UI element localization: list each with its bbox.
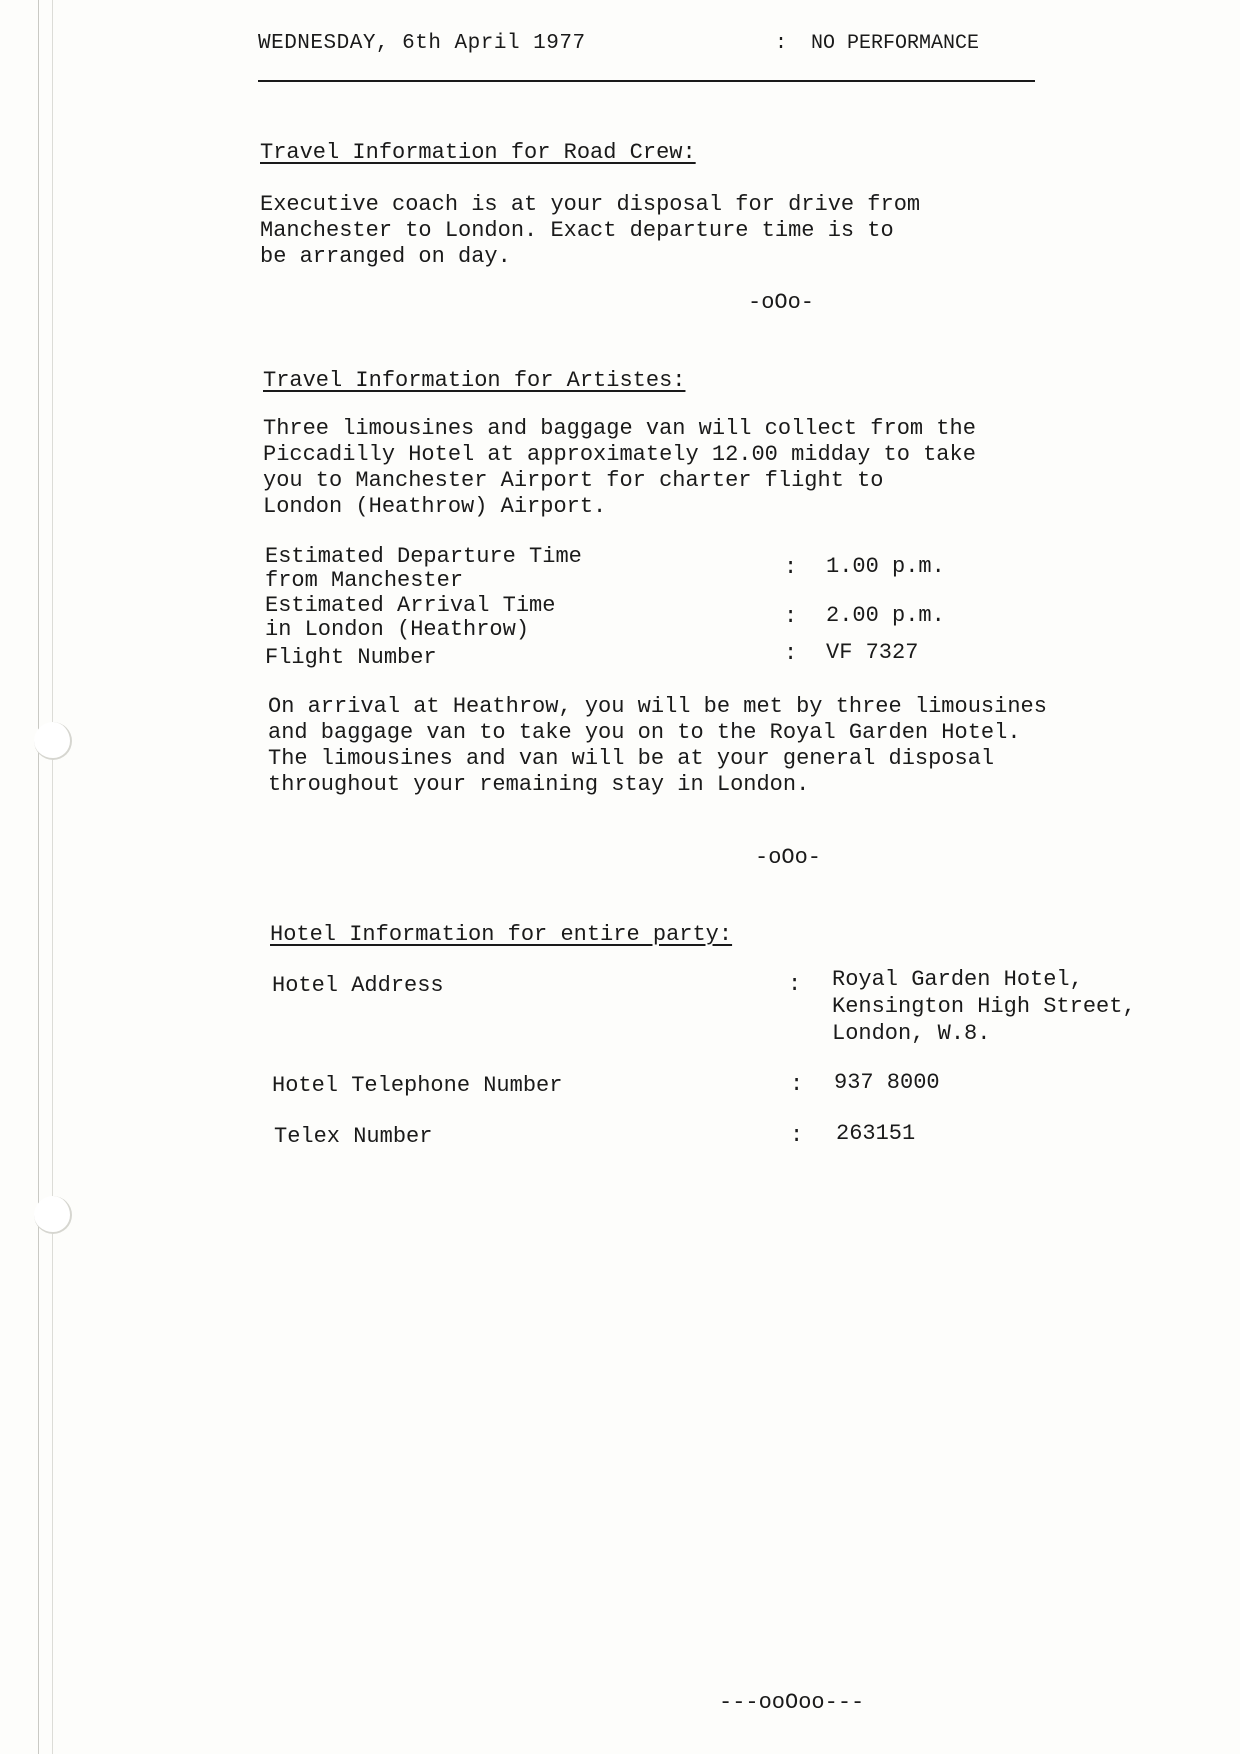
arrival-time-value: 2.00 p.m. xyxy=(826,603,945,628)
section-separator: -oOo- xyxy=(755,845,822,870)
telex-number-value: 263151 xyxy=(836,1121,916,1146)
hotel-address-colon: : xyxy=(788,972,802,997)
header-status-text: NO PERFORMANCE xyxy=(811,32,980,55)
hotel-telephone-value: 937 8000 xyxy=(834,1070,940,1095)
arrival-instructions: On arrival at Heathrow, you will be met by three limousines and baggage van to take you on to the Royal Garden Hotel. The limousines and van will be at your general disposal throughout your remaining stay in London. xyxy=(268,694,1047,797)
departure-time-label: Estimated Departure Time from Manchester xyxy=(265,544,582,593)
end-of-page-mark: ---ooOoo--- xyxy=(719,1690,865,1715)
header-date: WEDNESDAY, 6th April 1977 xyxy=(258,32,586,55)
arrival-time-colon: : xyxy=(784,604,798,629)
punch-hole-icon xyxy=(34,722,72,760)
hotel-address-label: Hotel Address xyxy=(272,973,444,998)
binder-margin-line-inner xyxy=(52,0,53,1754)
header-colon: : xyxy=(775,32,788,55)
hotel-telephone-label: Hotel Telephone Number xyxy=(272,1073,563,1098)
road-crew-title: Travel Information for Road Crew: xyxy=(260,140,696,165)
flight-number-value: VF 7327 xyxy=(826,640,919,665)
header-status xyxy=(775,32,979,55)
punch-hole-icon xyxy=(34,1196,72,1234)
hotel-telephone-colon: : xyxy=(790,1072,804,1097)
flight-number-label: Flight Number xyxy=(265,645,437,670)
hotel-title: Hotel Information for entire party: xyxy=(270,922,733,947)
artistes-title: Travel Information for Artistes: xyxy=(263,368,686,393)
telex-number-label: Telex Number xyxy=(274,1124,433,1149)
hotel-address-value: Royal Garden Hotel, Kensington High Street, London, W.8. xyxy=(832,967,1136,1046)
header-divider xyxy=(258,80,1035,82)
road-crew-body: Executive coach is at your disposal for drive from Manchester to London. Exact departure time is to be arranged on day. xyxy=(260,192,921,269)
departure-time-colon: : xyxy=(784,555,798,580)
flight-number-colon: : xyxy=(784,641,798,666)
departure-time-value: 1.00 p.m. xyxy=(826,554,945,579)
artistes-body: Three limousines and baggage van will collect from the Piccadilly Hotel at approximately 12.00 midday to take you to Manchester Airport for charter flight to London (Heathrow) Airport. xyxy=(263,416,976,519)
section-separator: -oOo- xyxy=(748,290,815,315)
binder-margin-line xyxy=(38,0,39,1754)
telex-number-colon: : xyxy=(790,1123,804,1148)
arrival-time-label: Estimated Arrival Time in London (Heathrow) xyxy=(265,593,556,642)
